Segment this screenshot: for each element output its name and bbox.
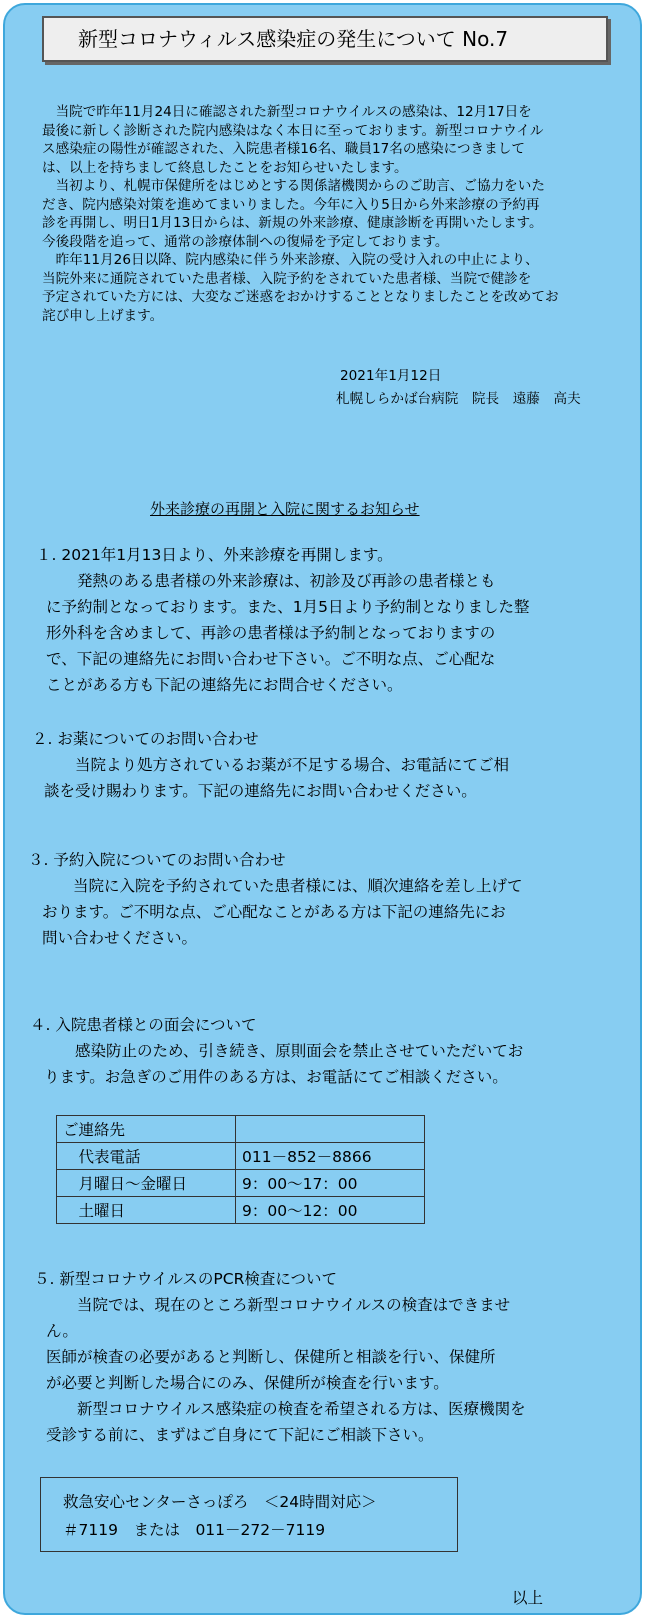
text-line: 今後段階を追って、通常の診療体制への復帰を予定しております。 xyxy=(42,233,449,250)
text-line: 当初より、札幌市保健所をはじめとする関係諸機関からのご助言、ご協力をいた xyxy=(42,178,545,194)
page-title: 新型コロナウィルス感染症の発生について No.7 xyxy=(78,27,509,51)
title-box xyxy=(42,16,608,62)
text-line: で、下記の連絡先にお問い合わせ下さい。ご不明な点、ご心配な xyxy=(46,650,496,668)
section-heading: ４. 入院患者様との面会について xyxy=(30,1016,257,1034)
table-row xyxy=(57,1170,425,1197)
text-line: 当院に入院を予約されていた患者様には、順次連絡を差し上げて xyxy=(42,877,523,895)
text-line: 詫び申し上げます。 xyxy=(42,307,164,324)
notice-paragraph xyxy=(42,103,559,325)
table-cell: 代表電話 xyxy=(57,1143,236,1170)
text-line: だき、院内感染対策を進めてまいりました。今年に入り5日から外来診療の予約再 xyxy=(42,196,540,213)
text-line: ことがある方も下記の連絡先にお問合せください。 xyxy=(46,676,403,694)
text-line: 問い合わせください。 xyxy=(42,929,198,947)
text-line: 感染防止のため、引き続き、原則面会を禁止させていただいてお xyxy=(44,1042,524,1060)
text-line: 談を受け賜わります。下記の連絡先にお問い合わせください。 xyxy=(44,782,477,800)
signature-date: 2021年1月12日 xyxy=(340,368,442,384)
emergency-phone: ＃7119 または 011－272－7119 xyxy=(63,1521,326,1539)
table-cell: 9：00～17：00 xyxy=(236,1170,425,1197)
text-line: は、以上を持ちまして終息したことをお知らせいたします。 xyxy=(42,159,408,176)
section-heading: ３. 予約入院についてのお問い合わせ xyxy=(28,851,286,869)
table-cell: 9：00～12：00 xyxy=(236,1197,425,1224)
text-line: 医師が検査の必要があると判断し、保健所と相談を行い、保健所 xyxy=(46,1348,496,1366)
text-line: 診を再開し、明日1月13日からは、新規の外来診療、健康診断を再開いたします。 xyxy=(42,215,543,231)
text-line: 最後に新しく診断された院内感染はなく本日に至っております。新型コロナウイル xyxy=(42,122,544,139)
section-visits xyxy=(30,1012,523,1090)
table-cell xyxy=(236,1116,425,1143)
section-heading: １. 2021年1月13日より、外来診療を再開します。 xyxy=(36,546,393,564)
table-cell: 土曜日 xyxy=(57,1197,236,1224)
emergency-contact-box xyxy=(40,1477,458,1552)
table-row xyxy=(57,1197,425,1224)
text-line: 当院では、現在のところ新型コロナウイルスの検査はできませ xyxy=(46,1296,511,1314)
table-cell: ご連絡先 xyxy=(57,1116,236,1143)
section-heading: ２. お薬についてのお問い合わせ xyxy=(32,730,259,748)
text-line: ん。 xyxy=(46,1322,78,1340)
phone-number: 011－852－8866 xyxy=(236,1143,425,1170)
text-line: 予定されていた方には、大変なご迷惑をおかけすることとなりましたことを改めてお xyxy=(42,289,559,305)
text-line: に予約制となっております。また、1月5日より予約制となりました整 xyxy=(46,598,530,616)
text-line: ります。お急ぎのご用件のある方は、お電話にてご相談ください。 xyxy=(44,1068,508,1086)
section-outpatient xyxy=(36,542,530,698)
text-line: 昨年11月26日以降、院内感染に伴う外来診療、入院の受け入れの中止により、 xyxy=(42,252,539,268)
text-line: 新型コロナウイルス感染症の検査を希望される方は、医療機関を xyxy=(46,1400,526,1418)
text-line: 当院より処方されているお薬が不足する場合、お電話にてご相 xyxy=(44,756,510,774)
table-row xyxy=(57,1143,425,1170)
section-medicine xyxy=(32,726,509,804)
section-pcr xyxy=(34,1266,526,1448)
table-cell: 月曜日～金曜日 xyxy=(57,1170,236,1197)
text-line: 当院外来に通院されていた患者様、入院予約をされていた患者様、当院で健診を xyxy=(42,270,532,287)
section-heading: ５. 新型コロナウイルスのPCR検査について xyxy=(34,1270,338,1288)
text-line: が必要と判断した場合にのみ、保健所が検査を行います。 xyxy=(46,1374,449,1392)
contact-table xyxy=(56,1115,425,1224)
table-row xyxy=(57,1116,425,1143)
text-line: おります。ご不明な点、ご心配なことがある方は下記の連絡先にお xyxy=(42,903,506,921)
text-line: 発熱のある患者様の外来診療は、初診及び再診の患者様とも xyxy=(46,572,496,590)
closing-text: 以上 xyxy=(512,1589,544,1607)
emergency-center-name: 救急安心センターさっぽろ ＜24時間対応＞ xyxy=(63,1493,377,1511)
section-title: 外来診療の再開と入院に関するお知らせ xyxy=(150,500,420,518)
text-line: 当院で昨年11月24日に確認された新型コロナウイルスの感染は、12月17日を xyxy=(42,104,532,120)
text-line: 受診する前に、まずはご自身にて下記にご相談下さい。 xyxy=(46,1426,434,1444)
section-admission xyxy=(28,847,523,951)
text-line: 形外科を含めまして、再診の患者様は予約制となっておりますの xyxy=(46,624,496,642)
text-line: ス感染症の陽性が確認された、入院患者様16名、職員17名の感染につきまして xyxy=(42,141,525,157)
signature-name: 札幌しらかば台病院 院長 遠藤 高夫 xyxy=(336,391,581,407)
